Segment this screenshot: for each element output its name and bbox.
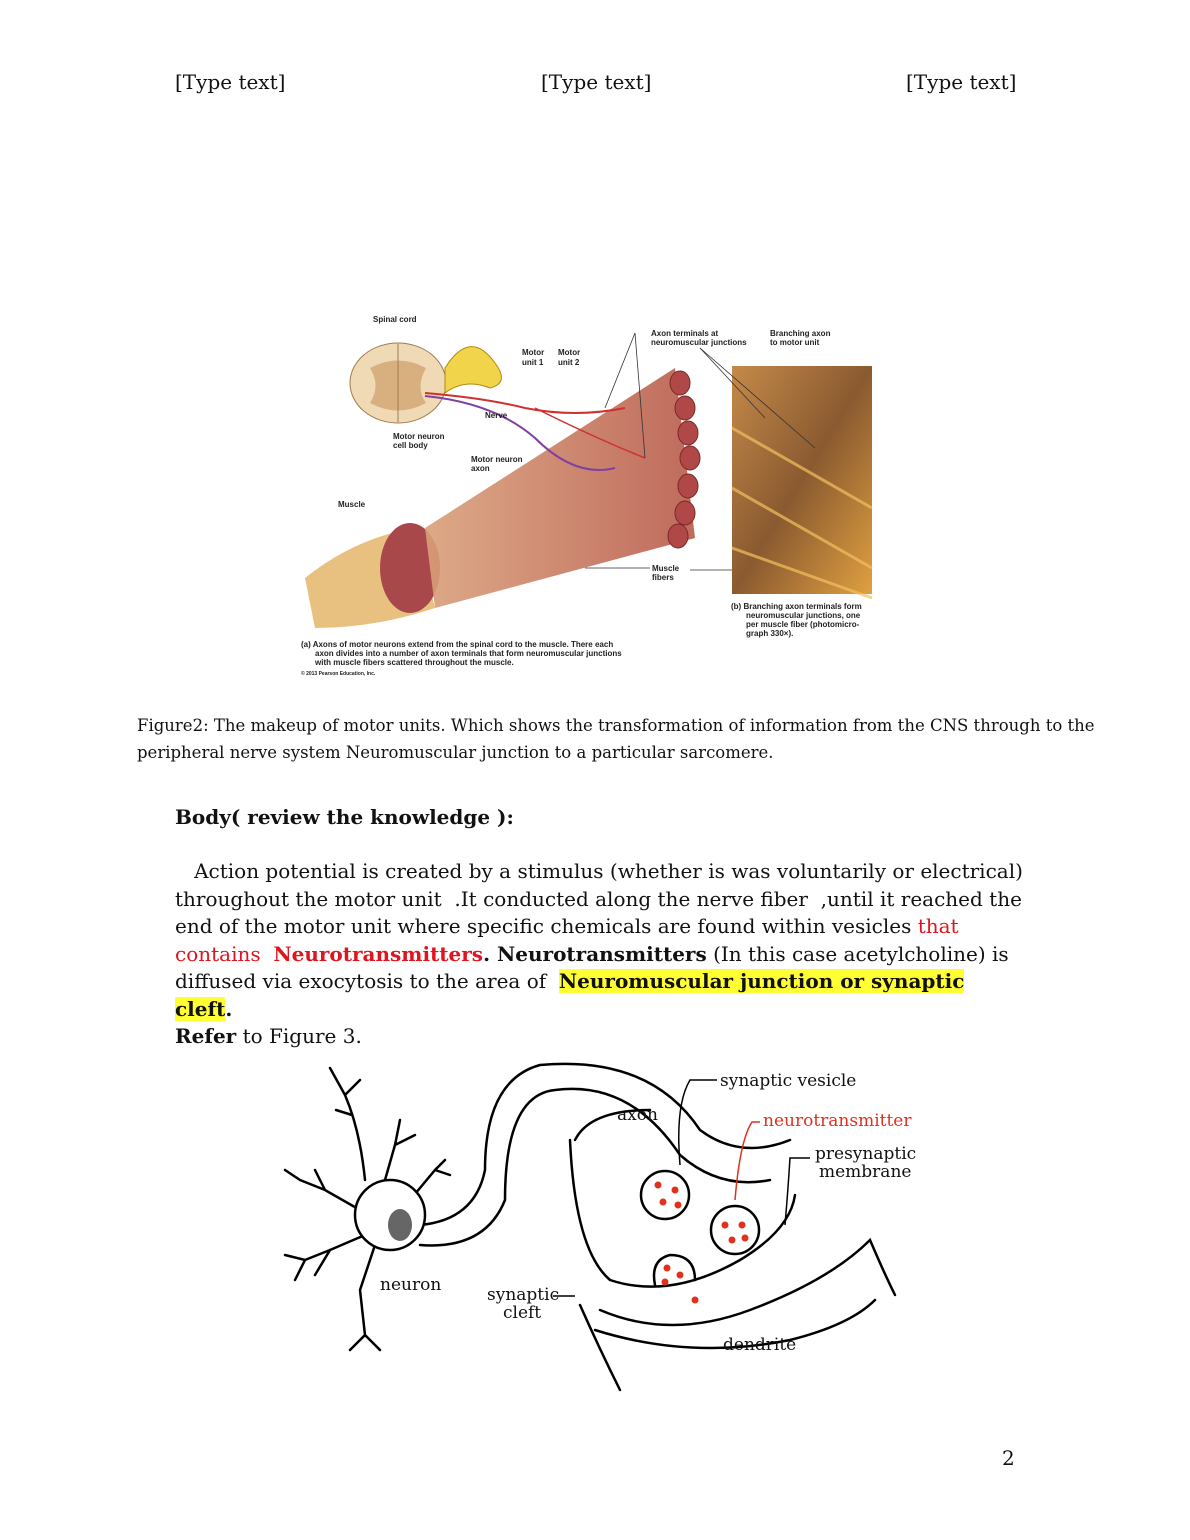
label-neuron-axon-b: axon	[471, 464, 490, 473]
panel-a-line-2: axon divides into a number of axon terminals that form neuromuscular junctions	[315, 649, 622, 658]
label-axon-terminals-a: Axon terminals at	[651, 329, 719, 338]
label-muscle: Muscle	[338, 500, 366, 509]
label-axon: axon	[617, 1105, 658, 1125]
label-branching-axon-b: to motor unit	[770, 338, 820, 347]
label-muscle-fibers-a: Muscle	[652, 564, 680, 573]
label-neuron: neuron	[380, 1275, 442, 1295]
label-neuron-axon-a: Motor neuron	[471, 455, 523, 464]
highlighted-junction: Neuromuscular junction or synaptic cleft	[175, 969, 965, 1021]
body-text-1: Action potential is created by a stimulus (whether is was voluntarily or electrical) throughout the motor unit .It conducted along the nerve fiber ,until it reached the end of the motor unit where specific chemicals are found within vesicles	[175, 859, 1030, 938]
header-right: [Type text]	[906, 70, 1017, 94]
header-center: [Type text]	[541, 70, 652, 94]
label-cell-body-a: Motor neuron	[393, 432, 445, 441]
label-motor-unit-2b: unit 2	[558, 358, 580, 367]
figure-2-caption: Figure2: The makeup of motor units. Which shows the transformation of information from the CNS through to the peripheral nerve system Neuromuscular junction to a particular sarcomere.	[137, 716, 1095, 762]
synapse-figure	[270, 1050, 920, 1400]
body-text-3: to Figure 3.	[236, 1024, 362, 1048]
label-muscle-fibers-b: fibers	[652, 573, 674, 582]
bold-dot-2: .	[225, 996, 233, 1021]
label-motor-unit-1a: Motor	[522, 348, 545, 357]
photomicrograph	[732, 366, 872, 594]
label-presynaptic-a: presynaptic	[815, 1144, 917, 1164]
panel-b-line-1: (b) Branching axon terminals form	[731, 602, 862, 611]
label-nerve: Nerve	[485, 411, 508, 420]
panel-a-line-1: (a) Axons of motor neurons extend from the spinal cord to the muscle. There each	[301, 640, 614, 649]
label-branching-axon-a: Branching axon	[770, 329, 831, 338]
label-synaptic-vesicle: synaptic vesicle	[720, 1071, 857, 1091]
panel-b-line-2: neuromuscular junctions, one	[746, 611, 861, 620]
nucleus	[388, 1209, 412, 1241]
bold-neurotransmitters: Neurotransmitters	[490, 941, 707, 966]
red-text: that contains	[175, 914, 965, 966]
panel-b-line-4: graph 330×).	[746, 629, 794, 638]
label-motor-unit-2a: Motor	[558, 348, 581, 357]
label-dendrite: dendrite	[723, 1335, 797, 1355]
neuron-body	[355, 1180, 425, 1250]
label-neurotransmitter: neurotransmitter	[763, 1111, 912, 1131]
red-bold-neurotransmitters: Neurotransmitters	[273, 941, 484, 966]
motor-unit-figure	[295, 308, 895, 683]
body-text-2: (In this case acetylcholine) is diffused via exocytosis to the area of	[175, 941, 1016, 993]
copyright: © 2013 Pearson Education, Inc.	[301, 671, 376, 677]
label-axon-terminals-b: neuromuscular junctions	[651, 338, 747, 347]
nerve-shape	[445, 347, 501, 393]
label-synaptic-a: synaptic	[487, 1285, 560, 1305]
bold-dot: .	[483, 941, 491, 966]
label-motor-unit-1b: unit 1	[522, 358, 544, 367]
label-spinal-cord: Spinal cord	[373, 315, 417, 324]
panel-a-line-3: with muscle fibers scattered throughout the muscle.	[315, 658, 514, 667]
label-cell-body-b: cell body	[393, 441, 428, 450]
header-left: [Type text]	[175, 70, 286, 94]
page-number: 2	[1002, 1446, 1015, 1470]
body-paragraph	[175, 858, 1030, 1051]
label-synaptic-b: cleft	[503, 1303, 542, 1323]
bold-refer: Refer	[175, 1024, 237, 1048]
panel-b-line-3: per muscle fiber (photomicro-	[746, 620, 860, 629]
label-presynaptic-b: membrane	[819, 1162, 912, 1182]
body-heading: Body( review the knowledge ):	[175, 805, 514, 829]
